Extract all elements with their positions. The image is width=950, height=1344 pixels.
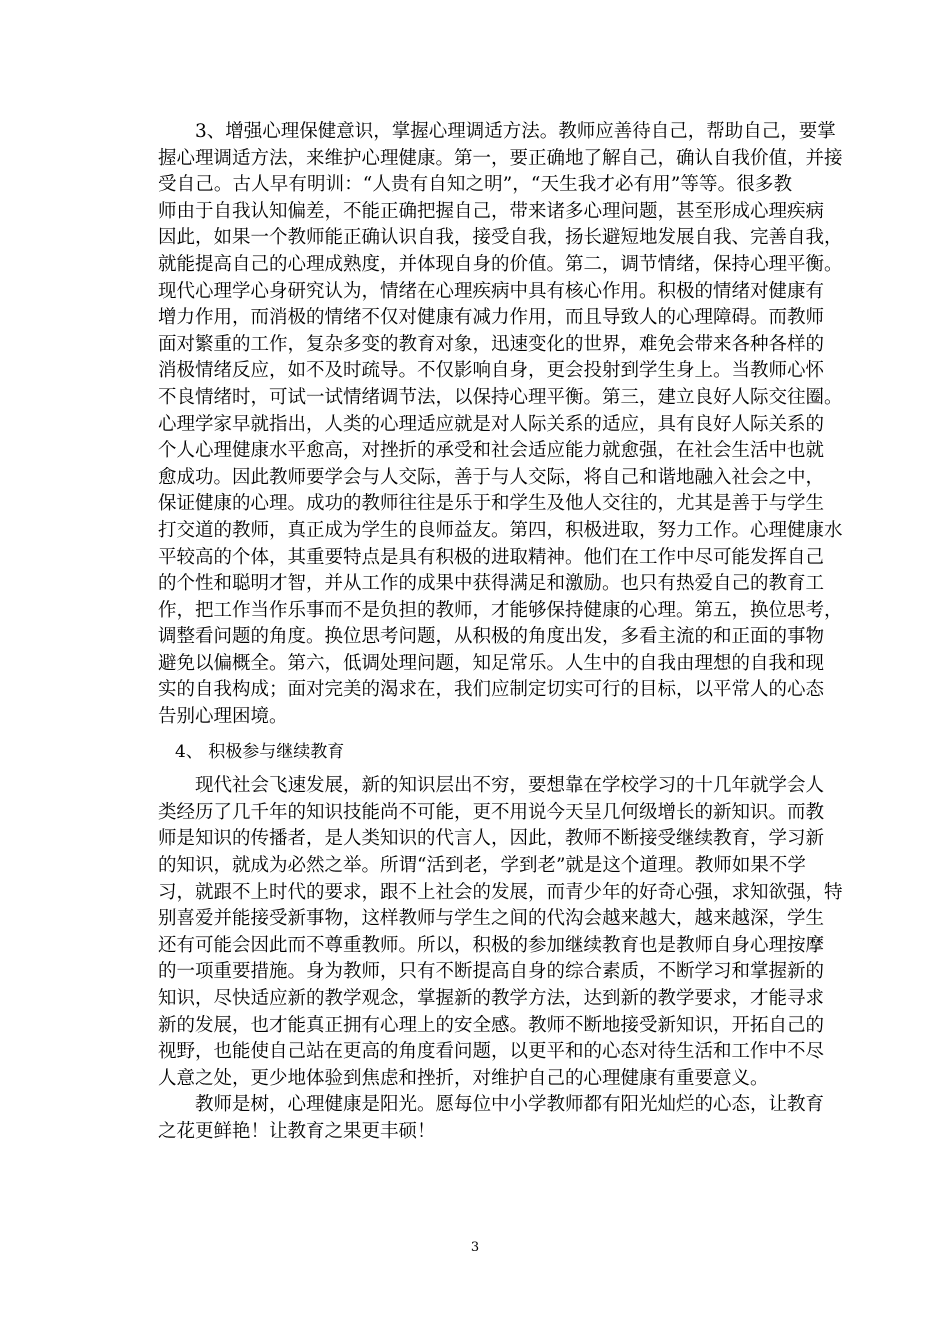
text-line: 的知识，就成为必然之举。所谓“活到老，学到老”就是这个道理。教师如果不学	[158, 855, 806, 877]
text-line: 的一项重要措施。身为教师，只有不断提高自身的综合素质，不断学习和掌握新的	[158, 961, 825, 983]
text-line: 的个性和聪明才智，并从工作的成果中获得满足和激励。也只有热爱自己的教育工	[158, 573, 825, 595]
text-line: 现代社会飞速发展，新的知识层出不穷，要想靠在学校学习的十几年就学会人	[195, 775, 825, 797]
text-line: 个人心理健康水平愈高，对挫折的承受和社会适应能力就愈强，在社会生活中也就	[158, 440, 825, 462]
text-line: 因此，如果一个教师能正确认识自我，接受自我，扬长避短地发展自我、完善自我，	[158, 227, 843, 249]
text-line: 习，就跟不上时代的要求，跟不上社会的发展，而青少年的好奇心强，求知欲强，特	[158, 881, 843, 903]
paragraph-psychological-care	[158, 119, 843, 731]
paragraph-continuing-education	[158, 773, 843, 1092]
document-body	[158, 119, 843, 1146]
text-line: 平较高的个体，其重要特点是具有积极的进取精神。他们在工作中尽可能发挥自己	[158, 546, 825, 568]
text-line: 保证健康的心理。成功的教师往往是乐于和学生及他人交往的，尤其是善于与学生	[158, 493, 825, 515]
text-line: 现代心理学心身研究认为，情绪在心理疾病中具有核心作用。积极的情绪对健康有	[158, 280, 825, 302]
text-line: 面对繁重的工作，复杂多变的教育对象，迅速变化的世界，难免会带来各种各样的	[158, 333, 825, 355]
text-line: 实的自我构成；面对完美的渴求在，我们应制定切实可行的目标，以平常人的心态	[158, 679, 825, 701]
text-line: 就能提高自己的心理成熟度，并体现自身的价值。第二，调节情绪，保持心理平衡。	[158, 253, 843, 275]
text-line: 人意之处，更少地体验到焦虑和挫折，对维护自己的心理健康有重要意义。	[158, 1067, 769, 1089]
text-line: 师是知识的传播者，是人类知识的代言人，因此，教师不断接受继续教育，学习新	[158, 828, 825, 850]
text-line: 打交道的教师，真正成为学生的良师益友。第四，积极进取，努力工作。心理健康水	[158, 519, 843, 541]
text-line: 教师是树，心理健康是阳光。愿每位中小学教师都有阳光灿烂的心态，让教育	[195, 1094, 825, 1116]
text-line: 愈成功。因此教师要学会与人交际，善于与人交际，将自己和谐地融入社会之中，	[158, 466, 825, 488]
text-line: 消极情绪反应，如不及时疏导。不仅影响自身，更会投射到学生身上。当教师心怀	[158, 360, 825, 382]
text-line: 受自己。古人早有明训：“人贵有自知之明”，“天生我才必有用”等等。很多教	[158, 174, 792, 196]
text-line: 类经历了几千年的知识技能尚不可能，更不用说今天呈几何级增长的新知识。而教	[158, 801, 825, 823]
text-line: 不良情绪时，可试一试情绪调节法，以保持心理平衡。第三，建立良好人际交往圈。	[158, 386, 843, 408]
page-number: 3	[470, 1240, 480, 1255]
text-line: 避免以偏概全。第六，低调处理问题，知足常乐。人生中的自我由理想的自我和现	[158, 652, 825, 674]
text-line: 增力作用，而消极的情绪不仅对健康有减力作用，而且导致人的心理障碍。而教师	[158, 307, 825, 329]
text-line: 心理学家早就指出，人类的心理适应就是对人际关系的适应，具有良好人际关系的	[158, 413, 825, 435]
text-line: 别喜爱并能接受新事物，这样教师与学生之间的代沟会越来越大，越来越深，学生	[158, 908, 825, 930]
text-line: 告别心理困境。	[158, 706, 288, 728]
text-line: 3、增强心理保健意识，掌握心理调适方法。教师应善待自己，帮助自己，要掌	[195, 121, 836, 142]
text-line: 新的发展，也才能真正拥有心理上的安全感。教师不断地接受新知识，开拓自己的	[158, 1014, 825, 1036]
text-line: 作，把工作当作乐事而不是负担的教师，才能够保持健康的心理。第五，换位思考，	[158, 599, 843, 621]
text-line: 知识，尽快适应新的教学观念，掌握新的教学方法，达到新的教学要求，才能寻求	[158, 988, 825, 1009]
text-line: 还有可能会因此而不尊重教师。所以，积极的参加继续教育也是教师自身心理按摩	[158, 934, 825, 956]
text-line: 视野，也能使自己站在更高的角度看问题，以更平和的心态对待生活和工作中不尽	[158, 1041, 825, 1063]
text-line: 之花更鲜艳！让教育之果更丰硕！	[158, 1120, 436, 1142]
text-line: 调整看问题的角度。换位思考问题，从积极的角度出发，多看主流的和正面的事物	[158, 626, 825, 648]
paragraph-closing	[158, 1092, 825, 1145]
section-heading: 4、 积极参与继续教育	[175, 741, 345, 762]
text-line: 握心理调适方法，来维护心理健康。第一，要正确地了解自己，确认自我价值，并接	[158, 147, 843, 169]
text-line: 师由于自我认知偏差，不能正确把握自己，带来诸多心理问题，甚至形成心理疾病	[158, 200, 825, 222]
